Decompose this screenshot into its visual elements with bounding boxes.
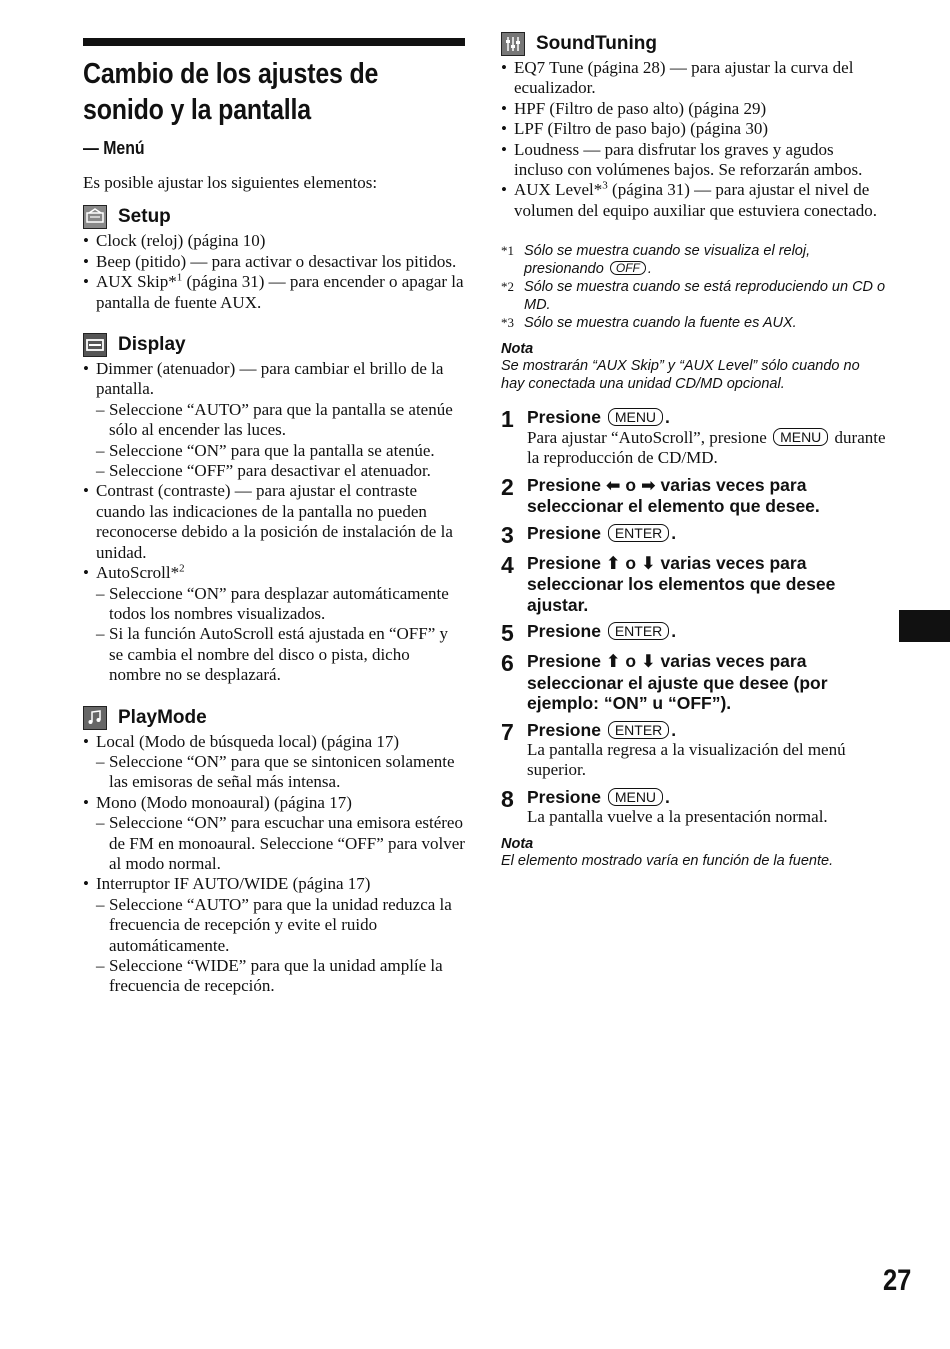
step-desc: durante la reproducción de CD/MD. bbox=[527, 427, 886, 468]
playmode-icon bbox=[83, 706, 107, 730]
list-item bbox=[83, 359, 465, 481]
playmode-heading bbox=[83, 706, 465, 730]
footnote-1 bbox=[501, 242, 886, 278]
sub-item: – Seleccione “ON” para desplazar automáticamente todos los nombres visualizados. bbox=[96, 584, 465, 625]
step-text: Presione bbox=[527, 786, 601, 807]
list-item bbox=[83, 732, 465, 793]
sub-item: – Seleccione “OFF” para desactivar el atenuador. bbox=[96, 461, 465, 481]
setup-icon bbox=[83, 205, 107, 229]
if-desc: Interruptor IF AUTO/WIDE (página 17) bbox=[96, 874, 371, 894]
page-title-line2: sonido y la pantalla bbox=[83, 94, 312, 126]
step-2 bbox=[501, 475, 886, 517]
step-text: o bbox=[625, 651, 637, 672]
step-text: Presione bbox=[527, 407, 601, 428]
step-text: Presione bbox=[527, 522, 601, 543]
display-heading bbox=[83, 333, 465, 357]
step-text: Presione bbox=[527, 552, 601, 573]
footnote-ref: 1 bbox=[176, 271, 183, 284]
enter-key: ENTER bbox=[608, 622, 669, 640]
sub-item: – Si la función AutoScroll está ajustada en “OFF” y se cambia el nombre del disco o pista, dicho nombre no se desplazará. bbox=[96, 624, 465, 685]
list-item bbox=[501, 180, 886, 221]
menu-key: MENU bbox=[773, 428, 828, 446]
setup-list bbox=[83, 231, 465, 313]
step-number: 3 bbox=[501, 521, 514, 548]
intro-text: Es posible ajustar los siguientes elementos: bbox=[83, 173, 378, 192]
sub-item: – Seleccione “AUTO” para que la unidad reduzca la frecuencia de recepción y evite el ruido automáticamente. bbox=[96, 895, 465, 956]
sub-item: – Seleccione “ON” para que la pantalla se atenúe. bbox=[96, 441, 465, 461]
step-text: varias veces para seleccionar los elementos que desee ajustar. bbox=[527, 552, 836, 615]
down-arrow-icon: ⬇ bbox=[640, 652, 656, 673]
list-item bbox=[83, 563, 465, 685]
step-number: 7 bbox=[501, 718, 514, 745]
nota-text: Se mostrarán “AUX Skip” y “AUX Level” sólo cuando no hay conectada una unidad CD/MD opcional. bbox=[501, 358, 860, 393]
footnote-3 bbox=[501, 314, 886, 332]
aux-skip-label: AUX Skip* bbox=[96, 272, 177, 292]
step-desc: Para ajustar “AutoScroll”, presione bbox=[527, 427, 767, 447]
step-text: varias veces para seleccionar el ajuste que desee (por ejemplo: “ON” u “OFF”). bbox=[527, 651, 828, 714]
step-7 bbox=[501, 720, 886, 781]
step-punct: . bbox=[665, 407, 670, 428]
nota-text: El elemento mostrado varía en función de la fuente. bbox=[501, 852, 834, 869]
page-subtitle: — Menú bbox=[83, 138, 145, 158]
step-text: Presione bbox=[527, 719, 601, 740]
right-column bbox=[501, 30, 886, 870]
page-title bbox=[83, 56, 461, 128]
step-text: o bbox=[625, 474, 637, 495]
sub-item: – Seleccione “ON” para que se sintonicen solamente las emisoras de señal más intensa. bbox=[96, 752, 465, 793]
enter-key: ENTER bbox=[608, 721, 669, 739]
step-punct: . bbox=[665, 786, 670, 807]
sub-item: – Seleccione “WIDE” para que la unidad amplíe la frecuencia de recepción. bbox=[96, 956, 465, 997]
footnote-mark: *1 bbox=[501, 243, 514, 259]
step-1 bbox=[501, 407, 886, 468]
step-5 bbox=[501, 621, 886, 645]
page-title-line1: Cambio de los ajustes de bbox=[83, 58, 379, 90]
footnote-mark: *3 bbox=[501, 315, 514, 331]
steps-list bbox=[501, 407, 886, 828]
list-item: • EQ7 Tune (página 28) — para ajustar la curva del ecualizador. bbox=[501, 58, 886, 99]
soundtuning-heading-label: SoundTuning bbox=[536, 33, 657, 54]
step-6 bbox=[501, 651, 886, 714]
footnote-text: Sólo se muestra cuando la fuente es AUX. bbox=[524, 315, 797, 332]
step-number: 2 bbox=[501, 473, 514, 500]
mono-desc: Mono (Modo monoaural) (página 17) bbox=[96, 792, 352, 812]
footnote-text: Sólo se muestra cuando se visualiza el reloj, presionando bbox=[524, 243, 811, 278]
footnote-ref: 2 bbox=[179, 562, 185, 575]
setup-heading bbox=[83, 205, 465, 229]
list-item bbox=[83, 272, 465, 313]
step-text: Presione bbox=[527, 621, 601, 642]
left-arrow-icon: ⬅ bbox=[605, 475, 621, 496]
step-desc: La pantalla regresa a la visualización del menú superior. bbox=[527, 740, 846, 780]
list-item bbox=[83, 874, 465, 996]
playmode-list bbox=[83, 732, 465, 997]
list-item: • HPF (Filtro de paso alto) (página 29) bbox=[501, 99, 886, 119]
step-text: o bbox=[625, 552, 637, 573]
step-punct: . bbox=[671, 621, 677, 642]
off-key: OFF bbox=[610, 261, 646, 275]
footnote-2 bbox=[501, 278, 886, 314]
footnote-punct: . bbox=[647, 261, 652, 278]
right-arrow-icon: ➡ bbox=[640, 475, 656, 496]
nota-heading: Nota bbox=[501, 835, 534, 852]
step-8 bbox=[501, 787, 886, 828]
sub-item: – Seleccione “AUTO” para que la pantalla se atenúe sólo al encender las luces. bbox=[96, 400, 465, 441]
setup-heading-label: Setup bbox=[118, 206, 171, 228]
soundtuning-heading bbox=[501, 32, 886, 56]
sub-item: – Seleccione “ON” para escuchar una emisora estéreo de FM en monoaural. Seleccione “OFF” para volver al modo normal. bbox=[96, 813, 465, 874]
list-item: • Beep (pitido) — para activar o desactivar los pitidos. bbox=[83, 252, 465, 272]
list-item: • Clock (reloj) (página 10) bbox=[83, 231, 465, 251]
aux-level-label: AUX Level* bbox=[514, 180, 603, 200]
step-desc: La pantalla vuelve a la presentación normal. bbox=[527, 807, 828, 827]
footnotes bbox=[501, 242, 886, 332]
left-column bbox=[83, 38, 465, 997]
nota-heading: Nota bbox=[501, 341, 534, 358]
menu-key: MENU bbox=[608, 408, 663, 426]
footnote-text: Sólo se muestra cuando se está reproduciendo un CD o MD. bbox=[524, 279, 886, 314]
list-item bbox=[83, 793, 465, 875]
up-arrow-icon: ⬆ bbox=[605, 652, 621, 673]
soundtuning-icon bbox=[501, 32, 525, 56]
step-text: Presione bbox=[527, 651, 601, 672]
playmode-heading-label: PlayMode bbox=[118, 706, 207, 728]
display-heading-label: Display bbox=[118, 334, 186, 356]
enter-key: ENTER bbox=[608, 524, 669, 542]
menu-key: MENU bbox=[608, 788, 663, 806]
down-arrow-icon: ⬇ bbox=[640, 553, 656, 574]
aux-level-desc: (página 31) — para ajustar el nivel de volumen del equipo auxiliar que estuviera conectado. bbox=[514, 180, 878, 220]
dimmer-desc: Dimmer (atenuador) — para cambiar el brillo de la pantalla. bbox=[96, 359, 444, 399]
step-text: varias veces para seleccionar el elemento que desee. bbox=[527, 474, 820, 517]
display-icon bbox=[83, 333, 107, 357]
list-item: • Loudness — para disfrutar los graves y agudos incluso con volúmenes bajos. Se reforzarán ambos. bbox=[501, 140, 886, 181]
step-punct: . bbox=[671, 719, 677, 740]
list-item: • LPF (Filtro de paso bajo) (página 30) bbox=[501, 119, 886, 139]
step-punct: . bbox=[671, 522, 677, 543]
footnote-ref: 3 bbox=[602, 179, 608, 192]
aux-skip-desc: (página 31) — para encender o apagar la pantalla de fuente AUX. bbox=[96, 272, 464, 312]
step-text: Presione bbox=[527, 474, 601, 495]
autoscroll-label: AutoScroll* bbox=[96, 563, 180, 583]
list-item: • Contrast (contraste) — para ajustar el contraste cuando las indicaciones de la pantalla no pueden reconocerse debido a la posición de instalación de la unidad. bbox=[83, 481, 465, 563]
section-tab-marker bbox=[899, 610, 950, 642]
step-number: 4 bbox=[501, 551, 514, 578]
step-4 bbox=[501, 553, 886, 616]
display-list bbox=[83, 359, 465, 686]
footnote-mark: *2 bbox=[501, 279, 514, 295]
title-rule bbox=[83, 38, 465, 46]
local-desc: Local (Modo de búsqueda local) (página 17) bbox=[96, 731, 400, 751]
step-number: 8 bbox=[501, 785, 514, 812]
step-number: 5 bbox=[501, 620, 514, 647]
up-arrow-icon: ⬆ bbox=[605, 553, 621, 574]
soundtuning-list bbox=[501, 58, 886, 221]
step-number: 6 bbox=[501, 650, 514, 677]
page-number: 27 bbox=[883, 1264, 912, 1297]
step-number: 1 bbox=[501, 406, 514, 433]
step-3 bbox=[501, 523, 886, 547]
